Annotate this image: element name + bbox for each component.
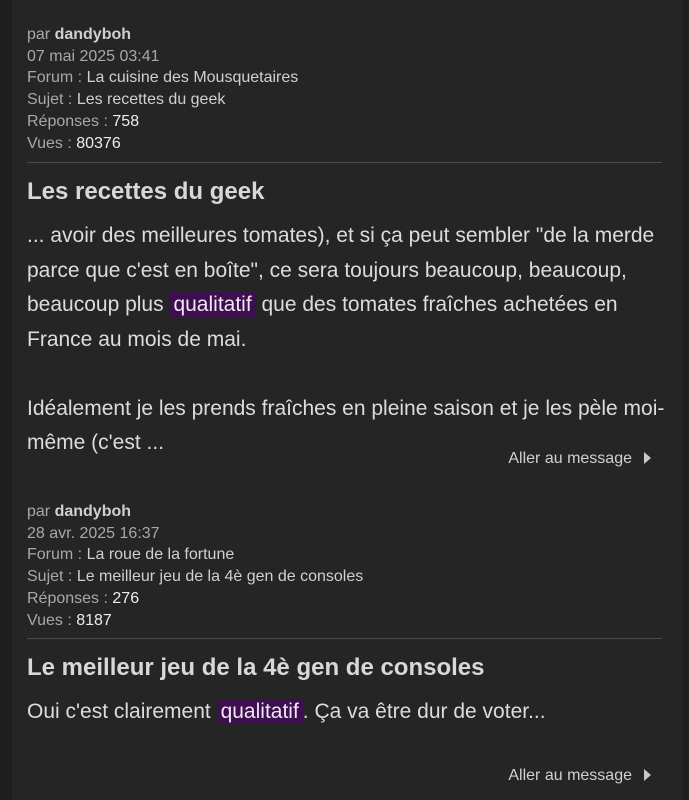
replies-count: 758 [112, 112, 140, 130]
subject-label: Sujet : [27, 568, 73, 586]
replies-label: Réponses : [27, 589, 108, 607]
views-label: Vues : [27, 134, 72, 152]
views-count: 80376 [76, 134, 121, 152]
replies-line [27, 111, 662, 133]
forum-label: Forum : [27, 546, 83, 564]
author-link[interactable]: dandyboh [54, 503, 132, 520]
post-excerpt [27, 219, 667, 461]
post-date: 28 avr. 2025 16:37 [27, 524, 160, 542]
forum-label: Forum : [27, 69, 83, 87]
replies-label: Réponses : [27, 112, 108, 130]
forum-link[interactable]: La cuisine des Mousquetaires [86, 69, 299, 87]
replies-line [27, 588, 662, 610]
by-prefix: par [27, 26, 51, 43]
post-excerpt [27, 695, 667, 730]
post-meta [27, 24, 662, 154]
forum-link[interactable]: La roue de la fortune [86, 546, 235, 564]
search-highlight: qualitatif [169, 292, 255, 317]
subject-link[interactable]: Les recettes du geek [76, 91, 226, 109]
excerpt-text: . Ça va être dur de voter... [302, 700, 546, 723]
excerpt-text: Oui c'est clairement [27, 700, 217, 723]
author-link[interactable]: dandyboh [54, 26, 132, 43]
post-meta [27, 501, 662, 631]
author-line [27, 501, 662, 523]
post-title[interactable]: Les recettes du geek [27, 178, 265, 205]
goto-message-link[interactable] [508, 450, 651, 468]
excerpt-text: Idéalement je les prends fraîches en pleine saison et je les pèle moi-même (c'est ... [27, 396, 665, 454]
forum-line [27, 544, 662, 566]
forum-line [27, 67, 662, 89]
subject-line [27, 89, 662, 111]
views-count: 8187 [76, 611, 112, 629]
subject-link[interactable]: Le meilleur jeu de la 4è gen de consoles [76, 568, 364, 586]
goto-message-link[interactable] [508, 767, 651, 785]
excerpt-text: que des tomates fraîches achetées en France au mois de mai. [27, 293, 618, 351]
chevron-right-icon [644, 769, 651, 781]
subject-line [27, 566, 662, 588]
by-prefix: par [27, 503, 51, 520]
post-date: 07 mai 2025 03:41 [27, 47, 160, 65]
replies-count: 276 [112, 589, 140, 607]
views-line [27, 133, 662, 155]
views-label: Vues : [27, 611, 72, 629]
goto-message-label: Aller au message [508, 767, 632, 784]
chevron-right-icon [644, 452, 651, 464]
goto-message-label: Aller au message [508, 450, 632, 467]
post-title[interactable]: Le meilleur jeu de la 4è gen de consoles [27, 654, 485, 681]
divider [27, 162, 662, 163]
author-line [27, 24, 662, 46]
views-line [27, 610, 662, 632]
divider [27, 638, 662, 639]
excerpt-text: ... avoir des meilleures tomates), et si ça peut sembler "de la merde parce que c'est en boîte", ce sera toujours beaucoup, beaucoup, beaucoup plus [27, 224, 655, 316]
subject-label: Sujet : [27, 91, 73, 109]
search-highlight: qualitatif [217, 699, 303, 724]
